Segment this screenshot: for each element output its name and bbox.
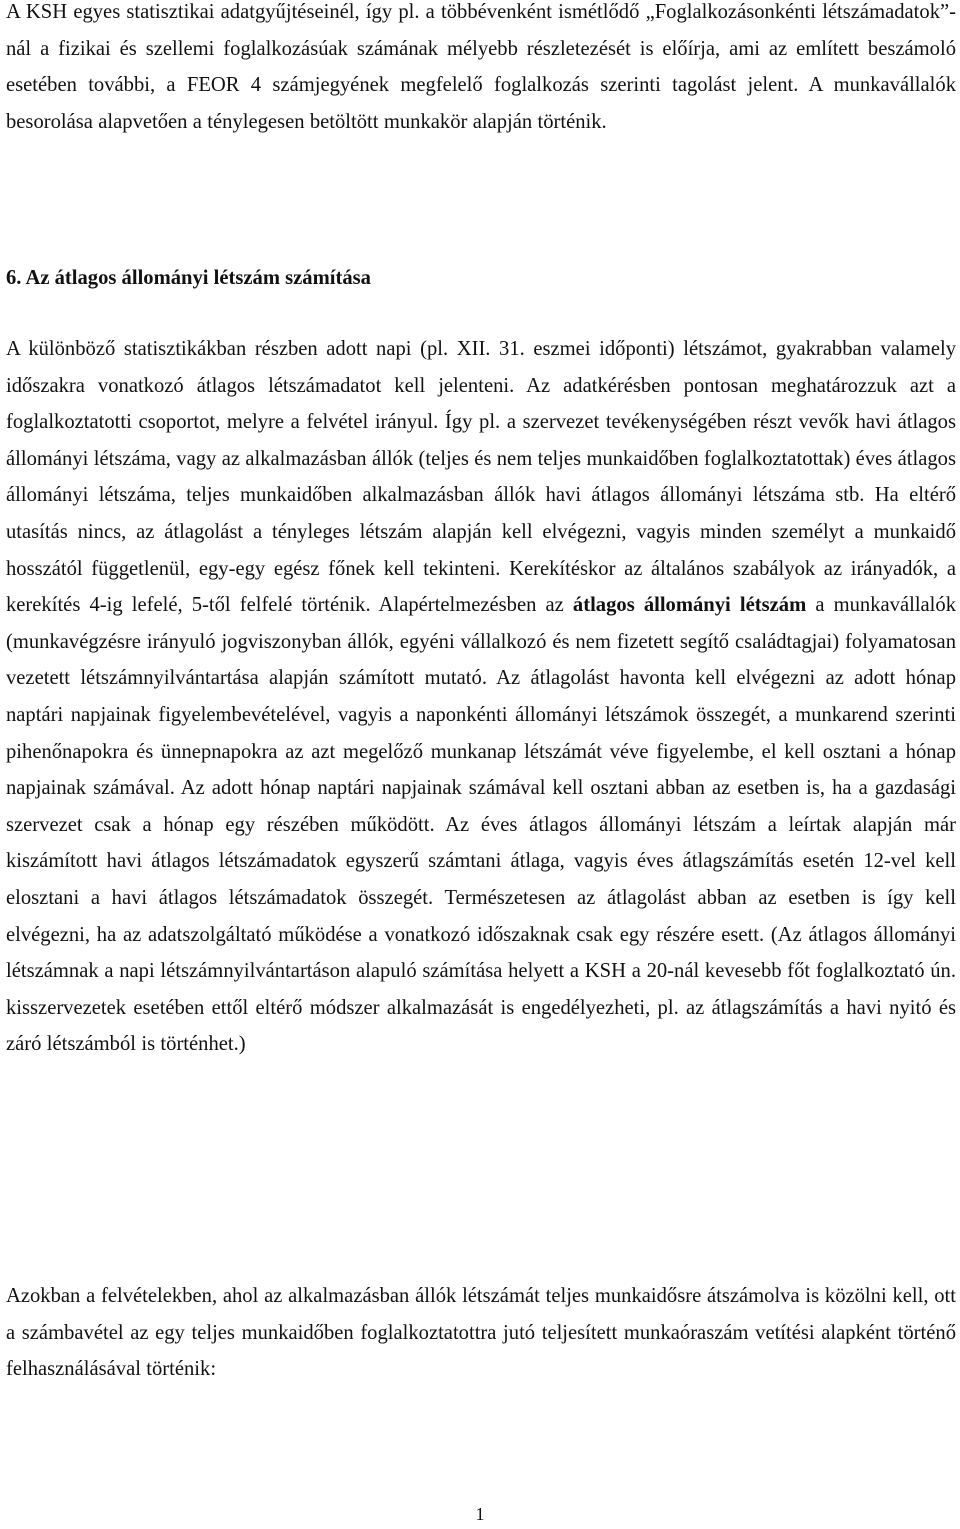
full-time-equivalent-paragraph: Azokban a felvételekben, ahol az alkalmazásban állók létszámát teljes munkaidősre átszámolva is közölni kell, ott a számbavétel az egy teljes munkaidőben foglalkoztatottra jutó teljesített munkaóraszám vetítési alapként történő felhasználásával történik: bbox=[6, 1285, 956, 1381]
average-headcount-paragraph bbox=[6, 331, 956, 1063]
bold-term: átlagos állományi létszám bbox=[572, 594, 807, 617]
section-heading: 6. Az átlagos állományi létszám számítása bbox=[6, 267, 371, 289]
paragraph-text: A különböző statisztikákban részben adott napi (pl. XII. 31. eszmei időponti) létszámot, gyakrabban valamely időszakra vonatkozó átlagos létszámadatot kell jelenteni. Az adatkérésben pontosan meghatározzuk azt a foglalkoztatotti csoportot, melyre a felvétel irányul. Így pl. a szervezet tevékenységében részt vevők havi átlagos állományi létszáma, vagy az alkalmazásban állók (teljes és nem teljes munkaidőben foglalkoztatottak) éves átlagos állományi létszáma, teljes munkaidőben alkalmazásban állók havi átlagos állományi létszáma stb. Ha eltérő utasítás nincs, az átlagolást a tényleges létszám alapján kell elvégezni, vagyis minden személyt a munkaidő hosszától függetlenül, egy-egy egész főnek kell tekinteni. Kerekítéskor az általános szabályok az irányadók, a kerekítés 4-ig lefelé, 5-től felfelé történik. Alapértelmezésben az bbox=[6, 338, 956, 617]
paragraph-text: a munkavállalók (munkavégzésre irányuló jogviszonyban állók, egyéni vállalkozó és nem fizetett segítő családtagjai) folyamatosan vezetett létszámnyilvántartása alapján számított mutató. Az átlagolást havonta kell elvégezni az adott hónap naptári napjainak figyelembevételével, vagyis a naponkénti állományi létszámok összegét, a munkarend szerinti pihenőnapokra és ünnepnapokra az azt megelőző munkanap létszámát véve figyelembe, el kell osztani a hónap napjainak számával. Az adott hónap naptári napjainak számával kell osztani abban az esetben is, ha a gazdasági szervezet csak a hónap egy részében működött. Az éves átlagos állományi létszám a leírtak alapján már kiszámított havi átlagos létszámadatok egyszerű számtani átlaga, vagyis éves átlagszámítás esetén 12-vel kell elosztani a havi átlagos létszámadatok összegét. Természetesen az átlagolást abban az esetben is így kell elvégezni, ha az adatszolgáltató működése a vonatkozó időszaknak csak egy részére esett. (Az átlagos állományi létszámnak a napi létszámnyilvántartáson alapuló számítása helyett a KSH a 20-nál kevesebb főt foglalkoztató ún. kisszervezetek esetében ettől eltérő módszer alkalmazását is engedélyezheti, pl. az átlagszámítás a havi nyitó és záró létszámból is történhet.) bbox=[6, 594, 956, 1056]
page-number: 1 bbox=[475, 1504, 485, 1524]
intro-paragraph: A KSH egyes statisztikai adatgyűjtéseinél, így pl. a többévenként ismétlődő „Foglalkozásonkénti létszámadatok”-nál a fizikai és szellemi foglalkozásúak számának mélyebb részletezését is előírja, ami az említett beszámoló esetében további, a FEOR 4 számjegyének megfelelő foglalkozás szerinti tagolást jelent. A munkavállalók besorolása alapvetően a ténylegesen betöltött munkakör alapján történik. bbox=[6, 1, 956, 133]
